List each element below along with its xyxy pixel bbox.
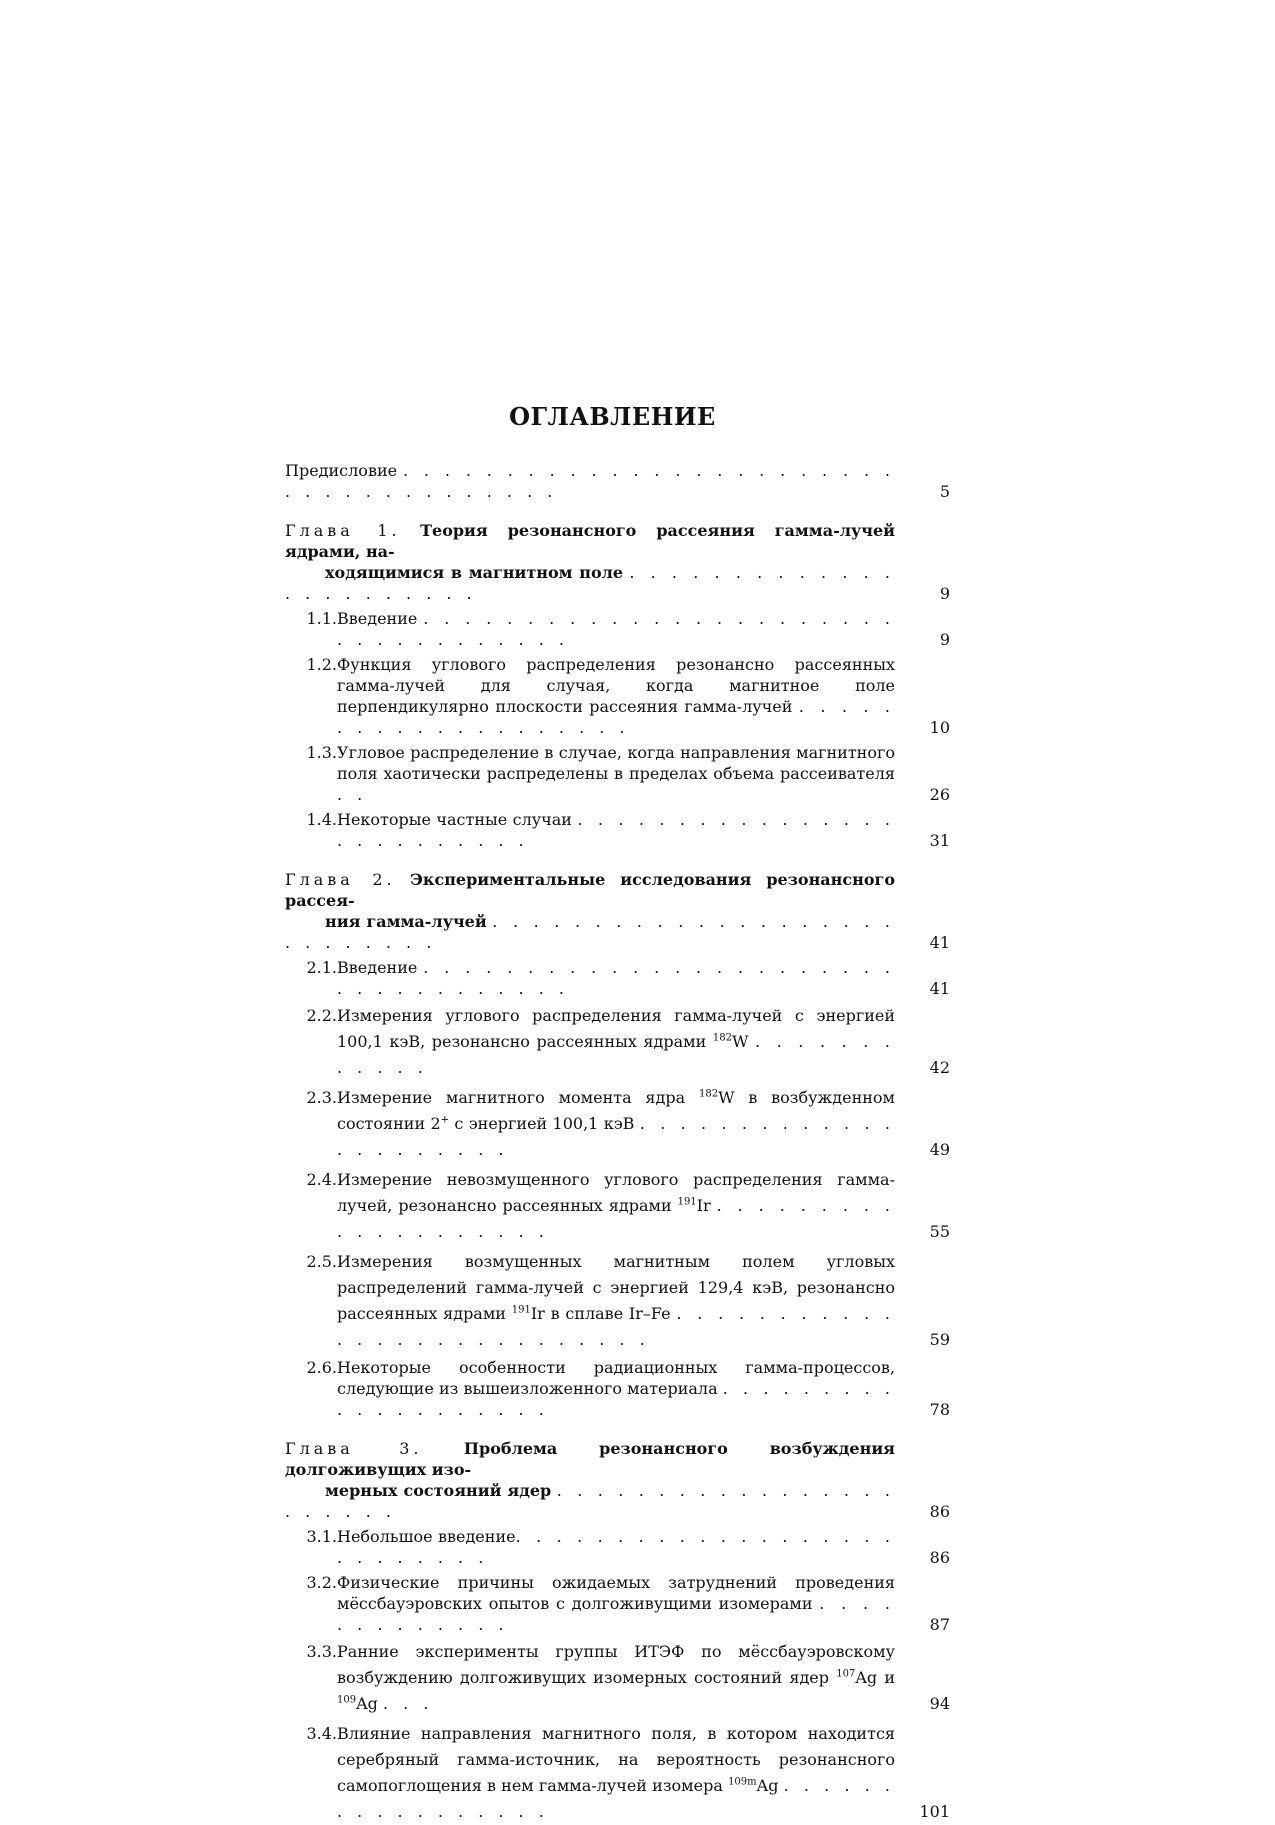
page-number: 5 <box>939 482 950 501</box>
toc-section-2-5[interactable]: 2.5. Измерения возмущенных магнитным полем угловых распределений гамма-лучей с энергией 129,4 кэВ, резонансно рассеянных ядрами $^{191}$Ir в сплаве Ir–Fe . . . . . . . . . . . . . . . . . . . . . . . . . . . 59 <box>306 1252 950 1349</box>
page-number: 86 <box>929 1502 950 1521</box>
toc-section-3-1[interactable]: 3.1. Небольшое введение. . . . . . . . . . . . . . . . . . . . . . . . . . . 86 <box>306 1527 950 1567</box>
toc-chapter-2[interactable]: Глава 2. Экспериментальные исследования резонансного рассея- ния гамма-лучей . . . . . . . . . . . . . . . . . . . . . . . . . . . . 41 <box>285 870 950 952</box>
chapter-title: Теория резонансного рассеяния гамма-лучей ядрами, на- <box>285 521 895 561</box>
toc-section-2-2[interactable]: 2.2. Измерения углового распределения гамма-лучей с энергией 100,1 кэВ, резонансно рассеянных ядрами $^{182}$W . . . . . . . . . . . . 42 <box>306 1006 950 1077</box>
page-number: 9 <box>939 584 950 603</box>
toc-section-3-2[interactable]: 3.2. Физические причины ожидаемых затруднений проведения мёссбауэровских опытов с долгоживущими изомерами . . . . . . . . . . . . . 87 <box>306 1573 950 1634</box>
toc-section-2-1[interactable]: 2.1. Введение . . . . . . . . . . . . . . . . . . . . . . . . . . . . . . . . . . . 41 <box>306 958 950 998</box>
toc-section-3-4[interactable]: 3.4. Влияние направления магнитного поля, в котором находится серебряный гамма-источник, на вероятность резонансного самопоглощения в нем гамма-лучей изомера $^{109m}$Ag . . . . . . . . . . . . . . . . . 101 <box>306 1724 950 1821</box>
toc-section-1-4[interactable]: 1.4. Некоторые частные случаи . . . . . . . . . . . . . . . . . . . . . . . . . . 31 <box>306 810 950 850</box>
toc-section-1-3[interactable]: 1.3. Угловое распределение в случае, когда направления магнитного поля хаотически распределены в пределах объема рассеивателя . . 26 <box>306 743 950 804</box>
chapter-title: Проблема резонансного возбуждения долгоживущих изо- <box>285 1439 895 1479</box>
toc-chapter-1[interactable]: Глава 1. Теория резонансного рассеяния гамма-лучей ядрами, на- ходящимися в магнитном поле . . . . . . . . . . . . . . . . . . . . . . . 9 <box>285 521 950 603</box>
toc-section-3-3[interactable]: 3.3. Ранние эксперименты группы ИТЭФ по мёссбауэровскому возбуждению долгоживущих изомерных состояний ядер $^{107}$Ag и $^{109}$Ag . . . 94 <box>306 1642 950 1713</box>
toc-section-1-2[interactable]: 1.2. Функция углового распределения резонансно рассеянных гамма-лучей для случая, когда магнитное поле перпендикулярно плоскости рассеяния гамма-лучей . . . . . . . . . . . . . . . . . . . . 10 <box>306 655 950 737</box>
entry-text: Предисловие <box>285 461 398 480</box>
chapter-label: Глава 2. <box>285 870 396 889</box>
toc-section-2-3[interactable]: 2.3. Измерение магнитного момента ядра $^{182}$W в возбужденном состоянии 2+ с энергией 100,1 кэВ . . . . . . . . . . . . . . . . . . . . . . 49 <box>306 1088 950 1159</box>
toc-entry-preface[interactable]: Предисловие . . . . . . . . . . . . . . . . . . . . . . . . . . . . . . . . . . . . . . 5 <box>285 461 950 501</box>
chapter-label: Глава 1. <box>285 521 401 540</box>
toc-section-2-6[interactable]: 2.6. Некоторые особенности радиационных гамма-процессов, следующие из вышеизложенного материала . . . . . . . . . . . . . . . . . . . . 78 <box>306 1358 950 1419</box>
toc-chapter-3[interactable]: Глава 3. Проблема резонансного возбуждения долгоживущих изо- мерных состояний ядер . . . . . . . . . . . . . . . . . . . . . . . 86 <box>285 1439 950 1521</box>
table-of-contents <box>285 460 950 1825</box>
chapter-label: Глава 3. <box>285 1439 423 1458</box>
page-title: ОГЛАВЛЕНИЕ <box>509 402 716 431</box>
toc-section-2-4[interactable]: 2.4. Измерение невозмущенного углового распределения гамма-лучей, резонансно рассеянных ядрами $^{191}$Ir . . . . . . . . . . . . . . . . . . . . 55 <box>306 1170 950 1241</box>
page-number: 41 <box>929 933 950 952</box>
toc-section-1-1[interactable]: 1.1. Введение . . . . . . . . . . . . . . . . . . . . . . . . . . . . . . . . . . . 9 <box>306 609 950 649</box>
chapter-title: Экспериментальные исследования резонансного рассея- <box>285 870 895 910</box>
